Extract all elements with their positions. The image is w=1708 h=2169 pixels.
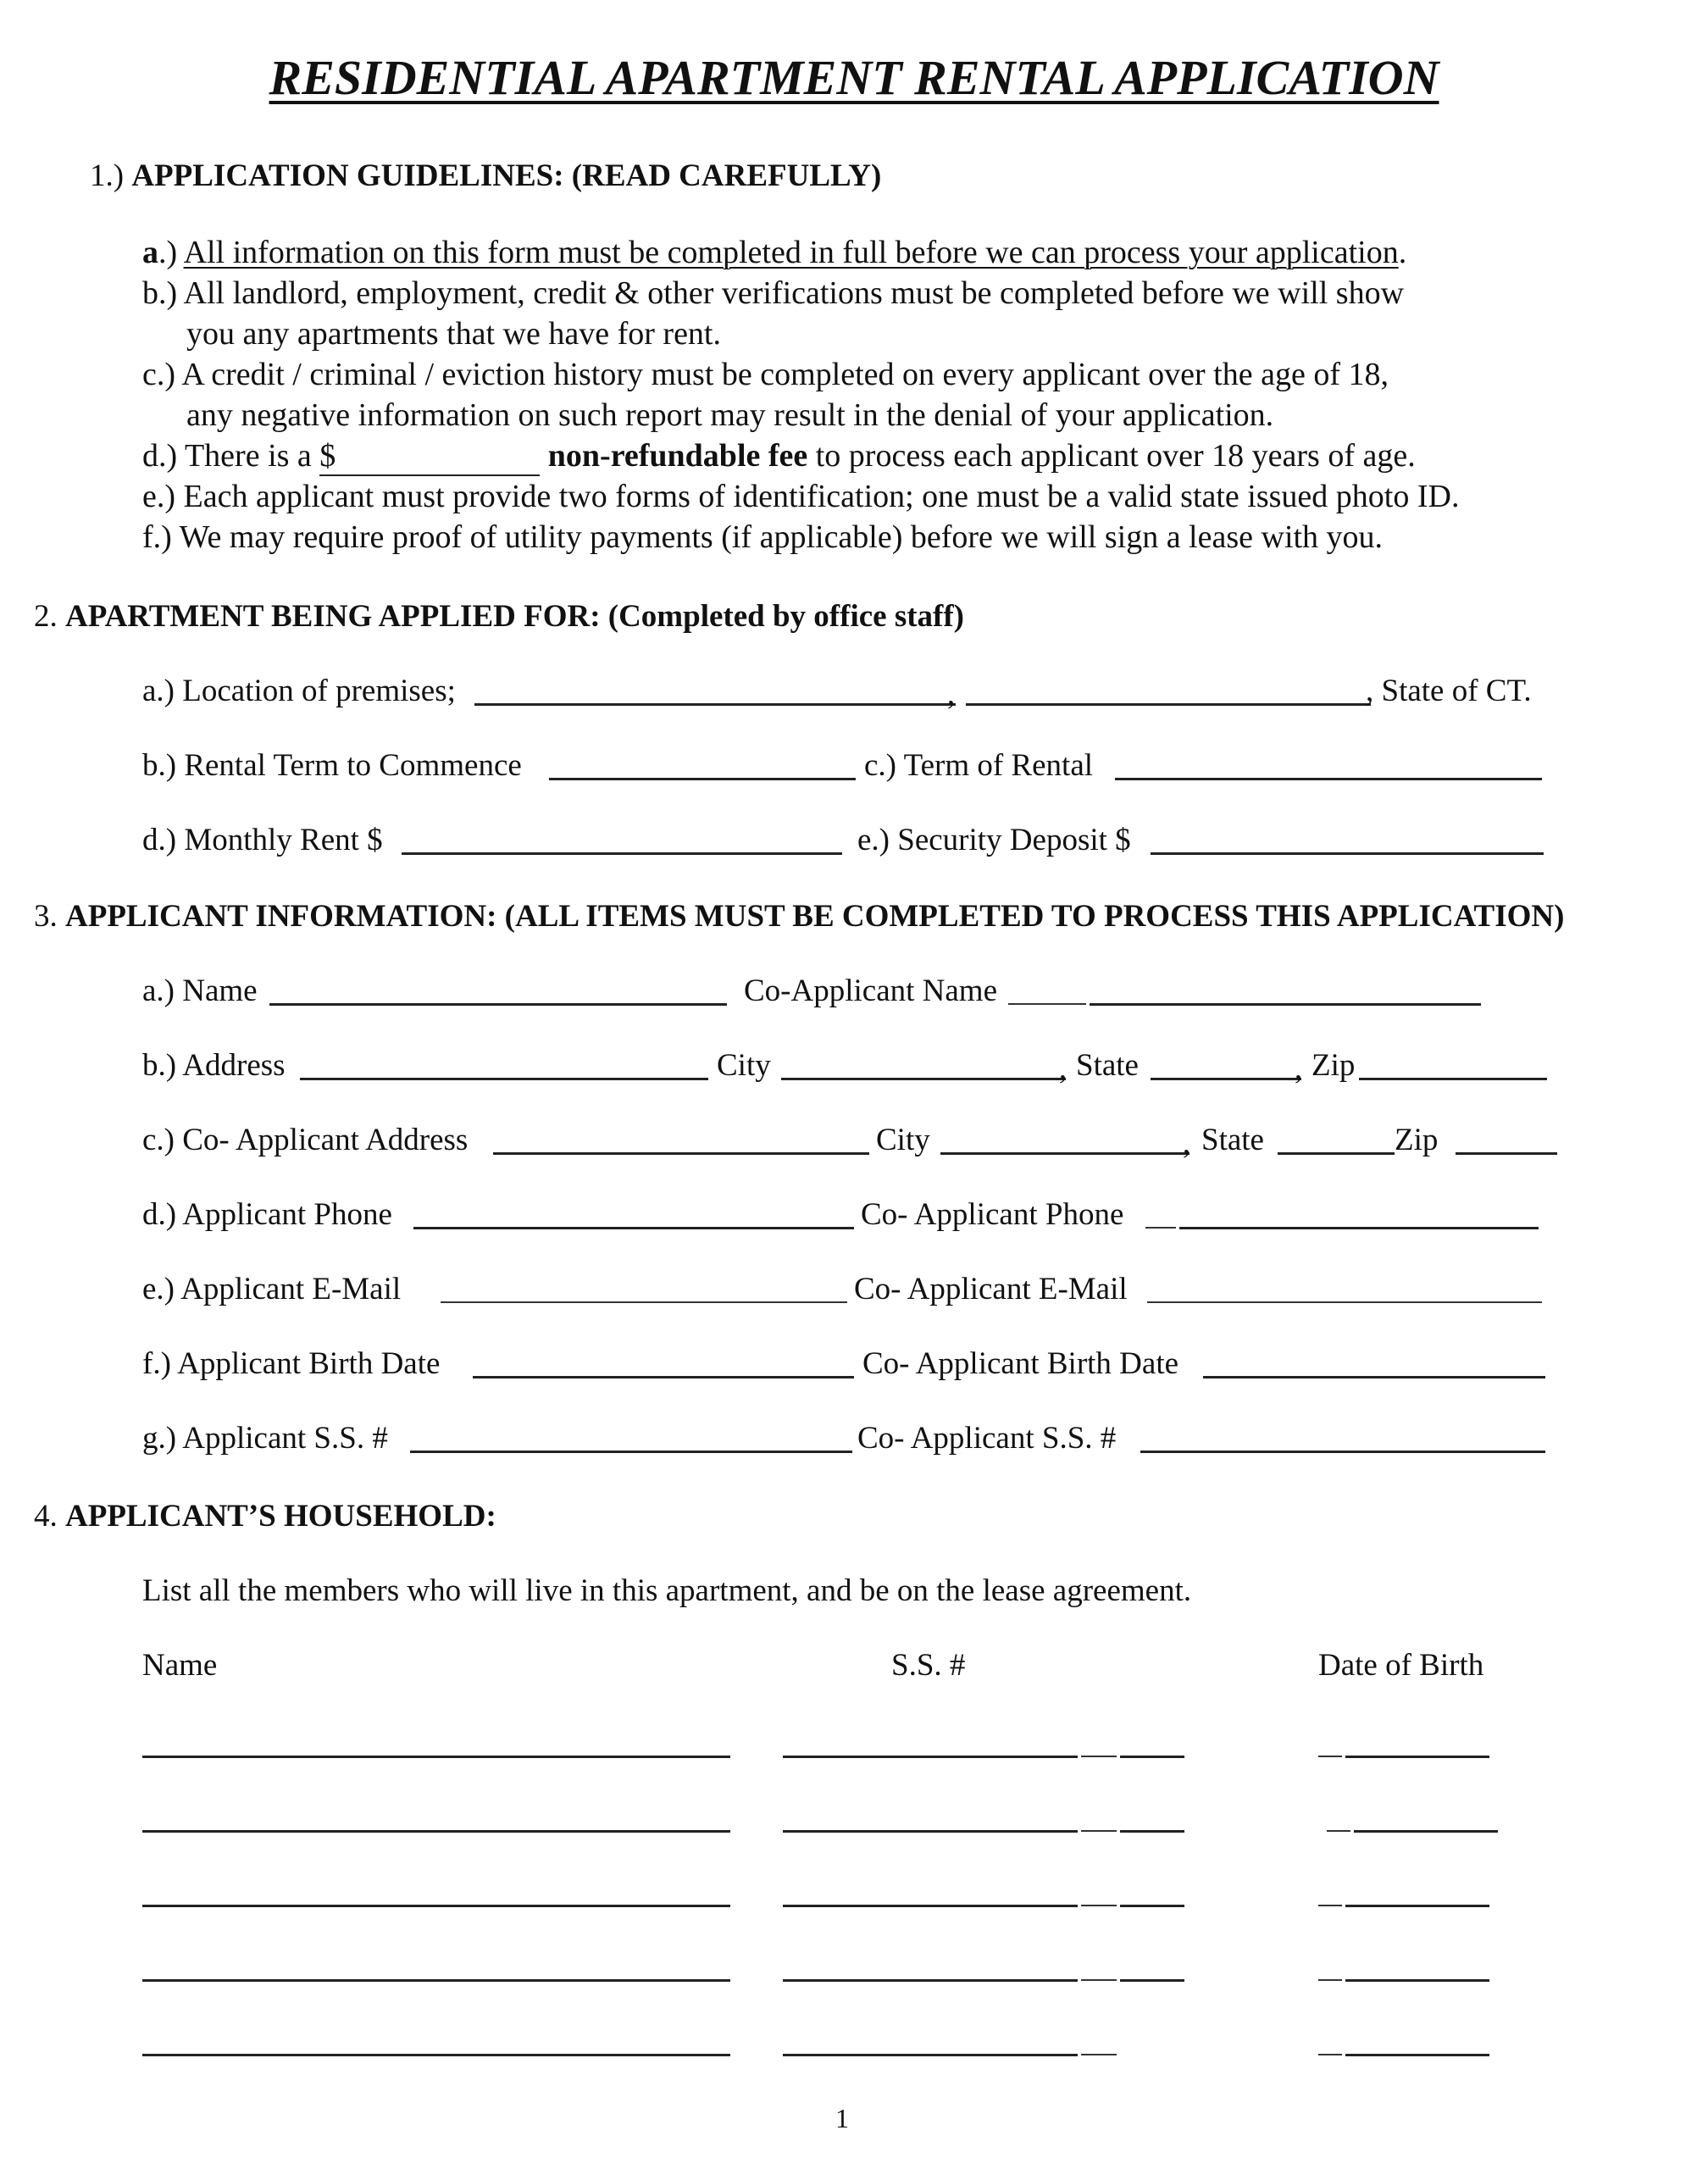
household-name-field[interactable] xyxy=(142,1756,730,1758)
email-label: e.) Applicant E-Mail xyxy=(142,1272,402,1306)
household-instructions: List all the members who will live in this apartment, and be on the lease agreement. xyxy=(142,1573,1192,1608)
guideline-d: d.) There is a $ non-refundable fee to process each applicant over 18 years of age. xyxy=(142,437,1416,476)
phone-label: d.) Applicant Phone xyxy=(142,1197,392,1232)
phone-field[interactable] xyxy=(413,1227,854,1229)
household-dob-field[interactable] xyxy=(1345,1905,1489,1907)
section2-heading-note: (Completed by office staff) xyxy=(607,599,965,634)
guideline-c-line1: c.) A credit / criminal / eviction history must be completed on every applicant over the age of 18, xyxy=(142,357,1389,392)
guideline-b-line2: you any apartments that we have for rent. xyxy=(186,316,721,352)
co-name-field-prefix[interactable] xyxy=(1008,1003,1086,1005)
co-birth-date-label: Co- Applicant Birth Date xyxy=(862,1346,1179,1381)
term-of-rental-label: c.) Term of Rental xyxy=(864,748,1094,783)
monthly-rent-field[interactable] xyxy=(402,852,842,855)
rental-term-field[interactable] xyxy=(549,778,856,780)
co-address-label: c.) Co- Applicant Address xyxy=(142,1123,469,1157)
household-ss-field[interactable] xyxy=(783,1756,1078,1758)
security-deposit-field[interactable] xyxy=(1151,852,1544,855)
co-email-field[interactable] xyxy=(1147,1301,1542,1303)
household-dob-field[interactable] xyxy=(1345,1756,1489,1758)
monthly-rent-label: d.) Monthly Rent $ xyxy=(142,823,383,857)
co-phone-field[interactable] xyxy=(1179,1227,1539,1229)
location-comma: , xyxy=(947,677,956,712)
co-phone-label: Co- Applicant Phone xyxy=(861,1197,1124,1232)
birth-date-field[interactable] xyxy=(473,1376,854,1379)
city-field[interactable] xyxy=(781,1078,1066,1080)
co-state-field[interactable] xyxy=(1278,1152,1395,1155)
section4-heading-row: 4. APPLICANT’S HOUSEHOLD: xyxy=(34,1499,496,1534)
address-label: b.) Address xyxy=(142,1048,286,1083)
state-label: State xyxy=(1076,1048,1139,1083)
section1-heading: APPLICATION GUIDELINES: (READ CAREFULLY) xyxy=(131,158,882,193)
column-header-ss: S.S. # xyxy=(891,1648,966,1683)
co-ss-label: Co- Applicant S.S. # xyxy=(857,1421,1117,1456)
co-zip-field[interactable] xyxy=(1456,1152,1557,1155)
household-ss-field[interactable] xyxy=(783,1979,1078,1982)
column-header-name: Name xyxy=(142,1648,218,1683)
section1-number: 1.) xyxy=(90,158,125,193)
page-number: 1 xyxy=(835,2103,849,2133)
state-field[interactable] xyxy=(1151,1078,1301,1080)
term-of-rental-field[interactable] xyxy=(1115,778,1542,780)
email-field[interactable] xyxy=(441,1301,847,1303)
city-label: City xyxy=(717,1048,771,1083)
guideline-a-text: All information on this form must be completed in full before we can process your application xyxy=(183,235,1399,270)
section4-heading: APPLICANT’S HOUSEHOLD: xyxy=(65,1499,496,1534)
co-name-field[interactable] xyxy=(1090,1003,1481,1006)
household-ss-field[interactable] xyxy=(783,1830,1078,1833)
household-name-field[interactable] xyxy=(142,2054,730,2056)
address-field[interactable] xyxy=(300,1078,708,1080)
ss-field[interactable] xyxy=(410,1451,852,1453)
co-email-label: Co- Applicant E-Mail xyxy=(854,1272,1128,1306)
location-field-2[interactable] xyxy=(966,703,1371,706)
ss-label: g.) Applicant S.S. # xyxy=(142,1421,388,1456)
co-phone-field-prefix[interactable] xyxy=(1145,1227,1176,1229)
guideline-a: a.) All information on this form must be completed in full before we can process your application. xyxy=(142,235,1407,270)
birth-date-label: f.) Applicant Birth Date xyxy=(142,1346,441,1381)
fee-bold-text: non-refundable fee xyxy=(547,438,808,474)
guideline-e: e.) Each applicant must provide two forms of identification; one must be a valid state issued photo ID. xyxy=(142,479,1460,514)
household-name-field[interactable] xyxy=(142,1979,730,1982)
co-zip-label: Zip xyxy=(1395,1123,1439,1157)
location-label: a.) Location of premises; xyxy=(142,674,456,708)
zip-field[interactable] xyxy=(1359,1078,1547,1080)
household-ss-field[interactable] xyxy=(783,1905,1078,1907)
location-state: , State of CT. xyxy=(1366,674,1532,708)
household-dob-field[interactable] xyxy=(1345,2054,1489,2056)
section3-heading: APPLICANT INFORMATION: (ALL ITEMS MUST BE COMPLETED TO PROCESS THIS APPLICATION) xyxy=(65,899,1565,934)
co-city-field[interactable] xyxy=(940,1152,1190,1155)
co-city-label: City xyxy=(876,1123,930,1157)
household-dob-field[interactable] xyxy=(1345,1979,1489,1982)
household-name-field[interactable] xyxy=(142,1830,730,1833)
section1-heading-row xyxy=(90,158,881,194)
section3-heading-row: 3. APPLICANT INFORMATION: (ALL ITEMS MUST BE COMPLETED TO PROCESS THIS APPLICATION) xyxy=(34,899,1565,934)
household-dob-field[interactable] xyxy=(1354,1830,1498,1833)
co-name-label: Co-Applicant Name xyxy=(744,974,997,1008)
co-state-label: State xyxy=(1201,1123,1264,1157)
name-label: a.) Name xyxy=(142,974,258,1008)
guideline-f: f.) We may require proof of utility payments (if applicable) before we will sign a lease with you. xyxy=(142,519,1384,555)
name-field[interactable] xyxy=(269,1003,727,1006)
page-title: RESIDENTIAL APARTMENT RENTAL APPLICATION xyxy=(269,50,1439,105)
co-birth-date-field[interactable] xyxy=(1203,1376,1545,1379)
zip-label: Zip xyxy=(1312,1048,1356,1083)
security-deposit-label: e.) Security Deposit $ xyxy=(857,823,1131,857)
rental-term-label: b.) Rental Term to Commence xyxy=(142,748,522,783)
column-header-dob: Date of Birth xyxy=(1318,1648,1484,1683)
section2-heading: APARTMENT BEING APPLIED FOR: xyxy=(65,599,601,634)
location-field-1[interactable] xyxy=(474,703,956,706)
section2-heading-row: 2. APARTMENT BEING APPLIED FOR: (Completed by office staff) xyxy=(34,599,965,634)
household-name-field[interactable] xyxy=(142,1905,730,1907)
co-address-field[interactable] xyxy=(493,1152,869,1155)
household-ss-field[interactable] xyxy=(783,2054,1078,2056)
guideline-a-label: a xyxy=(142,235,158,270)
co-ss-field[interactable] xyxy=(1140,1451,1545,1453)
guideline-b-line1: b.) All landlord, employment, credit & other verifications must be completed before we will show xyxy=(142,275,1405,311)
guideline-c-line2: any negative information on such report may result in the denial of your application. xyxy=(186,397,1274,433)
fee-amount-field[interactable]: $ xyxy=(319,437,540,476)
